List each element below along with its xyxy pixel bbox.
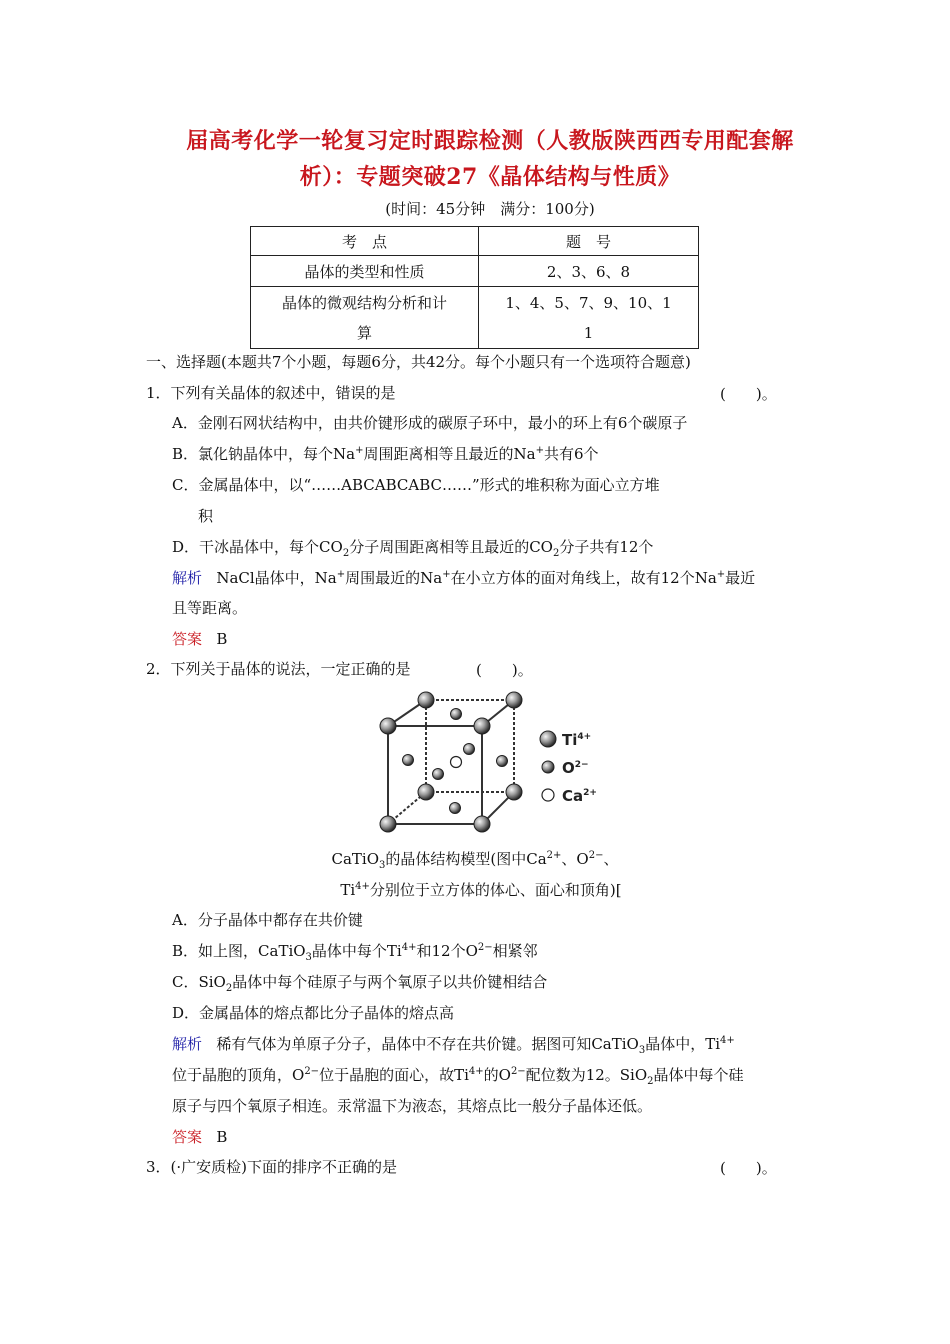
table-cell-line: 算 <box>356 323 372 342</box>
q2-stem: 2．下列关于晶体的说法，一定正确的是 <box>146 660 411 678</box>
figure-caption-line2: $Ti^{4+}$分别位于立方体的体心、面心和顶角)[ <box>340 881 622 899</box>
q1-stem: 1．下列有关晶体的叙述中，错误的是 <box>146 384 396 402</box>
q1-analysis: 解析 NaCl晶体中，Na+周围最近的Na+在小立方体的面对角线上，故有12个Na+最近 <box>172 569 756 587</box>
q1-option-d: D．干冰晶体中，每个$CO_2$分子周围距离相等且最近的$CO_2$分子共有12个 <box>172 538 654 559</box>
q2-answer-paren: ( )。 <box>476 661 533 679</box>
o-atom <box>433 769 444 780</box>
table-cell-line: 1 <box>583 323 594 342</box>
o-atom <box>451 709 462 720</box>
catio3-crystal-diagram <box>376 688 606 838</box>
answer-label: 答案 <box>172 1128 203 1146</box>
o-atom <box>450 803 461 814</box>
legend-ti-symbol <box>540 731 556 747</box>
document-title-line2: 析）：专题突破27《晶体结构与性质》 <box>299 164 681 190</box>
table-row <box>251 287 699 349</box>
svg-text:Ca2+: $Ca^{2+}$ <box>562 787 597 805</box>
q1-option-a: A．金刚石网状结构中，由共价键形成的碳原子环中，最小的环上有6个碳原子 <box>172 414 688 432</box>
table-header-number: 题 号 <box>479 227 699 256</box>
q2-answer: 答案 B <box>172 1128 228 1146</box>
ti-atom <box>380 718 396 734</box>
ti-atom <box>418 692 434 708</box>
q2-option-a: A．分子晶体中都存在共价键 <box>172 911 363 929</box>
legend-ti-label: Ti <box>562 731 578 749</box>
ca-atom <box>451 757 462 768</box>
table-cell: 晶体的类型和性质 <box>251 256 479 287</box>
q2-analysis-cont: 位于晶胞的顶角，$O^{2-}$位于晶胞的面心，故$Ti^{4+}$的$O^{2-}$配位数为12。SiO$_2$晶体中每个硅 <box>172 1066 744 1087</box>
table-cell <box>251 287 479 349</box>
q2-option-d: D．金属晶体的熔点都比分子晶体的熔点高 <box>172 1004 455 1022</box>
ti-atom <box>474 718 490 734</box>
q1-option-c-cont: 积 <box>198 507 214 525</box>
q3-stem: 3．(·广安质检)下面的排序不正确的是 <box>146 1158 398 1176</box>
q1-answer-paren: ( )。 <box>720 385 777 403</box>
topic-table <box>250 226 699 349</box>
svg-text:O2−: $O^{2-}$ <box>562 759 589 777</box>
o-atom <box>464 744 475 755</box>
table-row <box>251 227 699 256</box>
o-atom <box>497 756 508 767</box>
answer-label: 答案 <box>172 630 203 648</box>
legend-ca-symbol <box>542 789 554 801</box>
legend-o-symbol <box>542 761 554 773</box>
time-info: (时间：45分钟 满分：100分) <box>385 200 595 218</box>
table-cell <box>479 287 699 349</box>
table-cell-line: 晶体的微观结构分析和计 <box>281 293 447 312</box>
table-row <box>251 256 699 287</box>
ti-atom <box>418 784 434 800</box>
ti-atom <box>380 816 396 832</box>
analysis-label: 解析 <box>172 569 203 587</box>
analysis-label: 解析 <box>172 1035 203 1053</box>
q2-analysis: 解析 稀有气体为单原子分子，晶体中不存在共价键。据图可知CaTiO$_3$晶体中，$Ti^{4+}$ <box>172 1035 735 1056</box>
svg-text:Ti4+: $Ti^{4+}$ <box>562 731 592 749</box>
ti-atom <box>506 784 522 800</box>
o-atom <box>403 755 414 766</box>
figure-caption-line1: CaTiO$_3$的晶体结构模型(图中$Ca^{2+}$、$O^{2-}$、 <box>331 850 619 871</box>
q2-analysis-cont2: 原子与四个氧原子相连。汞常温下为液态，其熔点比一般分子晶体还低。 <box>172 1097 653 1115</box>
legend-ca-label: Ca <box>562 787 584 805</box>
q1-option-b: B．氯化钠晶体中，每个Na+周围距离相等且最近的Na+共有6个 <box>172 445 599 463</box>
q1-analysis-cont: 且等距离。 <box>172 599 248 617</box>
q1-answer: 答案 B <box>172 630 228 648</box>
table-header-topic: 考 点 <box>251 227 479 256</box>
legend-o-label: O <box>562 759 575 777</box>
ti-atom <box>506 692 522 708</box>
q2-option-b: B．如上图，CaTiO$_3$晶体中每个$Ti^{4+}$和12个$O^{2-}$相紧邻 <box>172 942 538 963</box>
section-heading: 一、选择题(本题共7个小题，每题6分，共42分。每个小题只有一个选项符合题意) <box>146 353 691 371</box>
q1-option-c: C．金属晶体中，以“……ABCABCABC……”形式的堆积称为面心立方堆 <box>172 476 660 494</box>
table-cell-line: 1、4、5、7、9、10、1 <box>505 293 672 312</box>
q2-option-c: C．SiO$_2$晶体中每个硅原子与两个氧原子以共价键相结合 <box>172 973 548 994</box>
table-cell: 2、3、6、8 <box>479 256 699 287</box>
q3-answer-paren: ( )。 <box>720 1159 777 1177</box>
ti-atom <box>474 816 490 832</box>
document-title-line1: 届高考化学一轮复习定时跟踪检测（人教版陕西西专用配套解 <box>186 128 794 154</box>
